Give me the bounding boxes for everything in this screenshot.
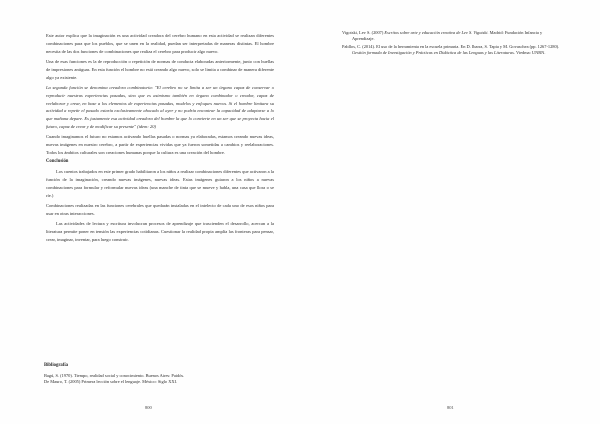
left-text-column: [46, 32, 274, 246]
bibliography-entry-1: Bagú, S. (1970). Tiempo, realidad social y conocimiento. Buenos Aires: Paidós.: [44, 373, 185, 378]
body-paragraph-1: Este autor explica que la imaginación es una actividad creadora del cerebro humano en esta actividad se realizan diferentes combinaciones para que los pueblos, que se unen en la realidad, puedan ser interpretadas de maneras distintas. El hombre necesita de las dos funciones de combinaciones que realiza el cerebro para producir algo nuevo.: [46, 33, 274, 54]
page-number-left: 800: [145, 405, 152, 410]
conclusion-heading: Conclusión: [46, 159, 69, 165]
body-paragraph-3: La segunda función se denomina creadora combinatoria: "El cerebro no se limita a ser un órgano capaz de conservar o reproducir nuestras experiencias pasadas, sino que es asimismo también en órgano combinador o creador, capaz de reelaborar y crear, en base a los elementos de experiencias pasadas, modelos y enfoques nuevos. Si el hombre limitara su actividad a repetir el pasado estaría exclusivamente ahocado al ayer y no podría encontrar la capacidad de adaptarse a lo que mañana depare. Es justamente esa actividad creadora del hombre la que lo convierte en un ser que se proyecta hacia el futuro, capaz de crear y de modificar su presente" (idem: 20): [46, 84, 274, 129]
conclusion-paragraph-1: Los cuentos trabajados en este primer grado habilitaron a los niños a realizar combinaciones diferentes que activaron a la función de la imaginación, creando nuevas imágenes, nuevas ideas. Estas imágenes guiaron a los niños a nuevas combinaciones para formular y reformular nuevas ideas (una manche de tinta que se mueve y habla, una casa que llora o se ríe.): [46, 169, 274, 198]
bibliography-heading: Bibliografía: [44, 363, 68, 368]
references-column: [342, 30, 560, 58]
reference-1-title: Escritos sobre arte y educación creativa de Lev S. Vigotski: [384, 30, 488, 35]
conclusion-paragraph-2: Combinaciones realizadas en las funciones cerebrales que quedarán instaladas en el intelecto de cada uno de esos niños para usar en otras interacciones.: [46, 203, 274, 216]
bibliography-entry-2: De Mauro, T. (2005) Primera lección sobre el lenguaje. México: Siglo XXI.: [44, 379, 178, 385]
reference-2-lead: Pabllos, C. (2014). El uso de la herramienta en la escuela primaria. En D. Ibarra, S. Tapia y M. Govaschea (pp. 1267-1280).: [342, 43, 560, 49]
reference-2-tail: . Viedma: UNRN.: [513, 50, 546, 56]
conclusion-paragraph-3: Las actividades de lectura y escritura involucran procesos de aprendizaje que trascienden el desarrollo, acercan a la literatura permite poner en tensión las experiencias cotidianas. Cuestionar la realidad propia amplía las fronteras para pensar, crear, imaginar, inventar, para luego construir.: [46, 221, 274, 242]
reference-1-lead: Vigotski, Lev S. (2007): [342, 30, 385, 35]
reference-2-title: Gestión formada de Investigación y Prácticas en Didáctica de las Lenguas y las Literaturas: [352, 50, 514, 56]
page-number-right: 801: [447, 405, 454, 410]
reference-entry-2: [342, 44, 560, 57]
body-paragraph-2: Una de esas funciones es la de reproducción o repetición de normas de conducta elaboradas anteriormente, junto con huellas de impresiones antiguas. En esta función el hombre no está creando algo nuevo, solo se limita a combinar de manera diferente algo ya existente.: [46, 58, 274, 80]
reference-entry-1: [342, 30, 560, 43]
right-page: [300, 0, 600, 424]
bibliography-section: [44, 362, 264, 386]
body-paragraph-4: Cuando imaginamos el futuro no estamos activando huellas pasadas o normas ya elaboradas, estamos creando nuevas ideas, nuevas imágenes en nuestro cerebro, a partir de experiencias vividas que ya fueron sometidas a cambios y reelaboraciones. Todos los ámbitos culturales son creaciones humanas porque la cultura es una creación del hombre.: [46, 134, 274, 155]
reference-1-tail: . Madrid: Fundación Infancia y Aprendizaje.: [352, 30, 543, 42]
